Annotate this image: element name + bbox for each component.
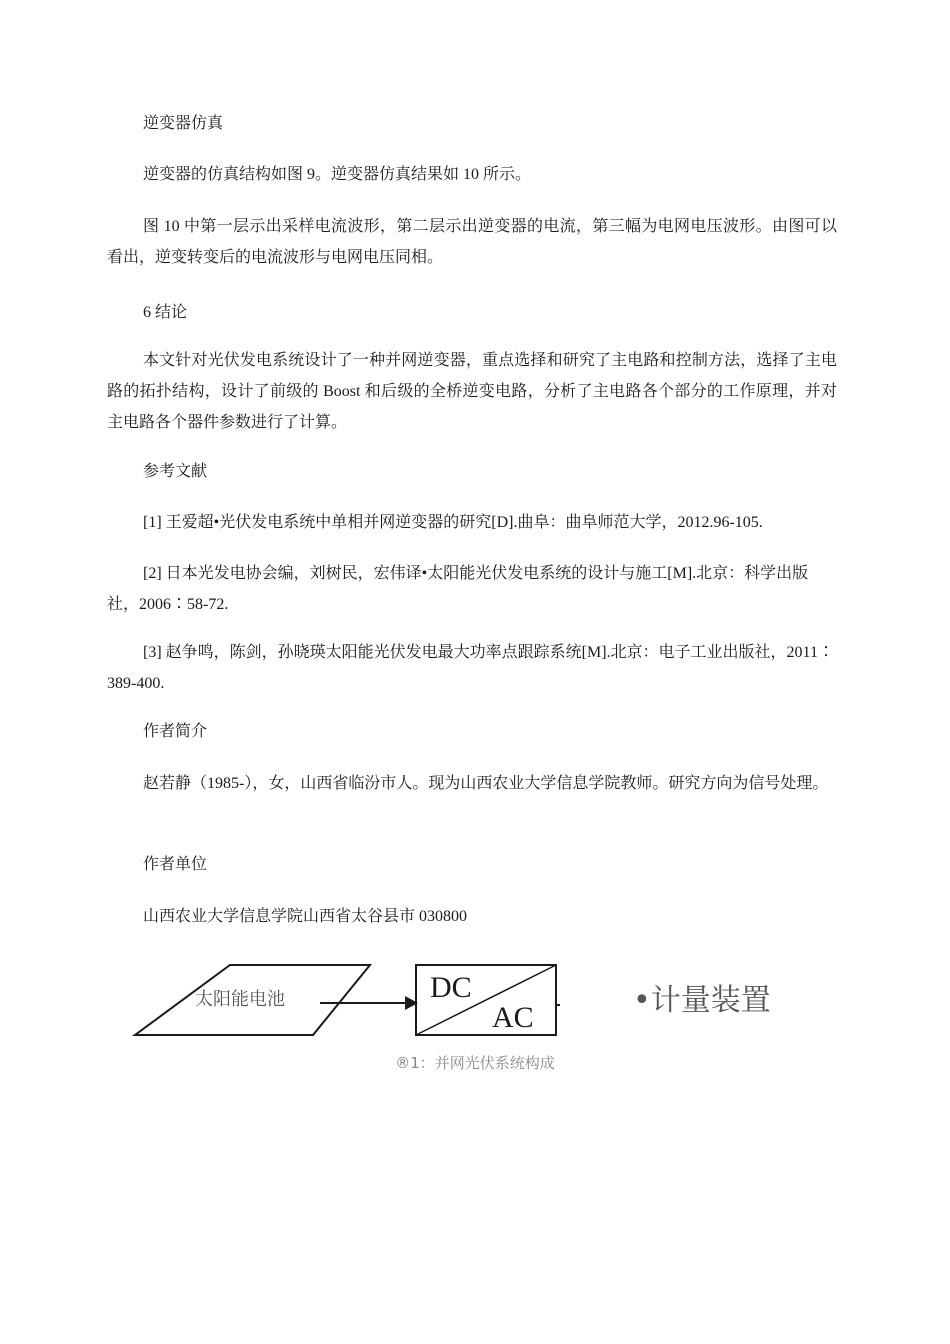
paragraph-figure10-description: 图 10 中第一层示出采样电流波形，第二层示出逆变器的电流，第三幅为电网电压波形。由图可以看出，逆变转变后的电流波形与电网电压同相。 [107,218,837,266]
heading-references: 参考文献 [143,463,208,480]
reference-item-3: [3] 赵争鸣，陈剑，孙晓瑛太阳能光伏发电最大功率点跟踪系统[M].北京：电子工业出版社，2011∶389-400. [107,644,834,692]
inverter-ac-label: AC [492,1001,534,1034]
paragraph-author-unit: 山西农业大学信息学院山西省太谷县市 030800 [143,908,468,925]
paragraph-conclusion: 本文针对光伏发电系统设计了一种并网逆变器，重点选择和研究了主电路和控制方法，选择了主电路的拓扑结构，设计了前级的 Boost 和后级的全桥逆变电路，分析了主电路各个部分的工作原理，并对主电路各个器件参数进行了计算。 [107,352,837,431]
solar-cell-label: 太阳能电池 [195,989,285,1010]
heading-author-bio: 作者简介 [143,723,208,740]
figure-caption: ®1：并网光伏系统构成 [395,1054,555,1072]
inverter-dc-label: DC [430,971,472,1004]
reference-item-2: [2] 日本光发电协会编，刘树民，宏伟译•太阳能光伏发电系统的设计与施工[M].北京：科学出版社，2006∶58-72. [107,565,809,613]
paragraph-author-bio: 赵若静（1985-），女，山西省临汾市人。现为山西农业大学信息学院教师。研究方向为信号处理。 [143,775,829,792]
heading-conclusion: 6 结论 [143,304,188,321]
reference-item-1: [1] 王爱超•光伏发电系统中单相并网逆变器的研究[D].曲阜：曲阜师范大学，2012.96-105. [143,514,763,531]
heading-author-unit: 作者单位 [143,856,208,873]
heading-inverter-simulation: 逆变器仿真 [143,115,224,132]
paragraph-inverter-structure: 逆变器的仿真结构如图 9。逆变器仿真结果如 10 所示。 [143,166,532,183]
meter-device-label: •计量装置 [633,983,771,1018]
